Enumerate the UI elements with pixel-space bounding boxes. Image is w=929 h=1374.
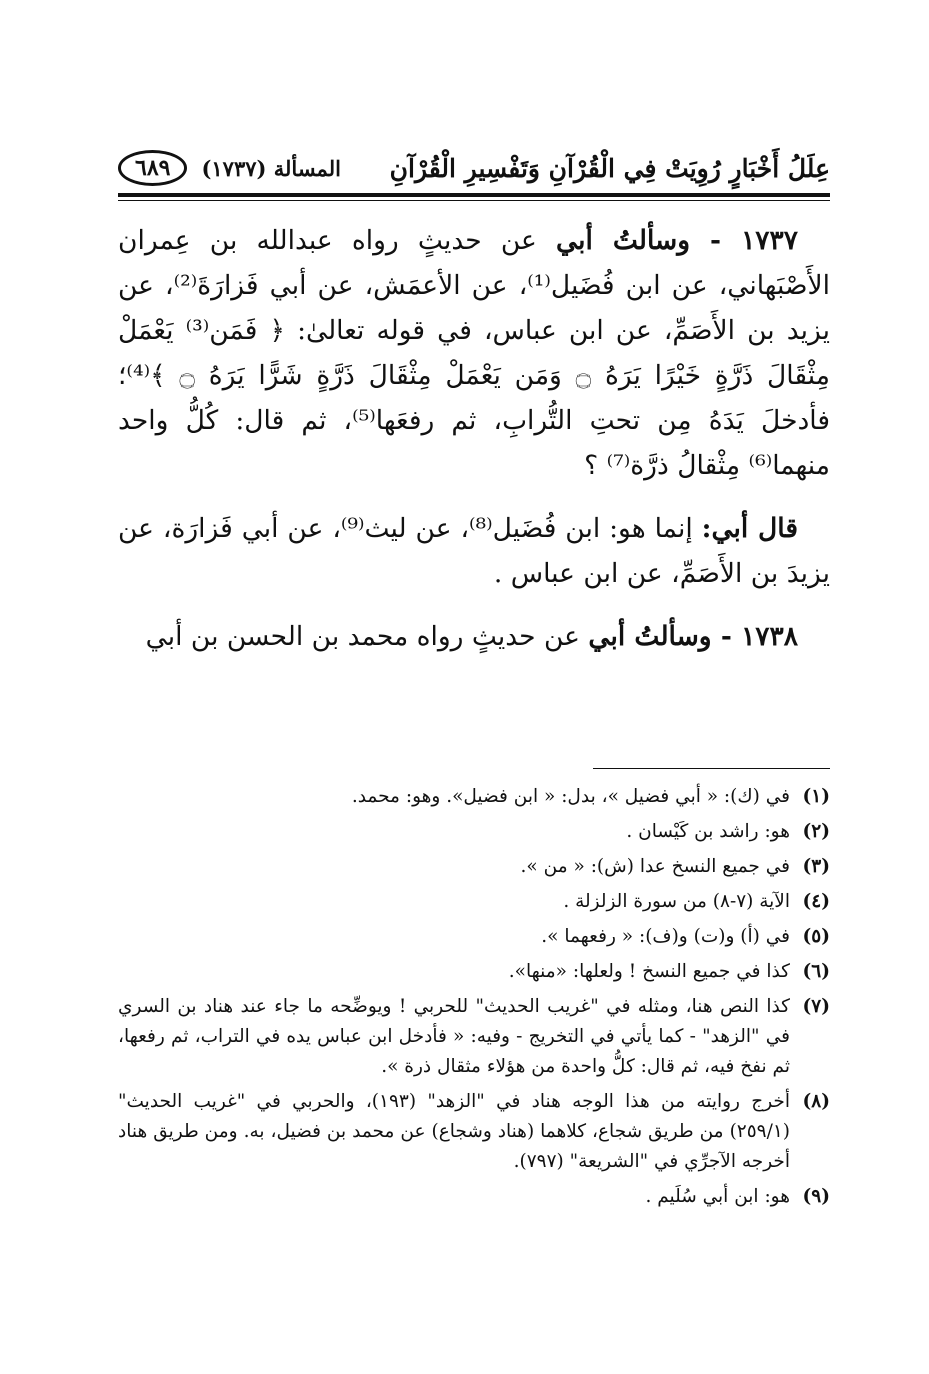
footnote (118, 922, 830, 952)
answer-lead: قال أبي: (701, 513, 798, 544)
footnote-number: (١) (802, 786, 830, 807)
footnote-number: (٢) (802, 821, 830, 842)
issue-1737-text: عن حديثٍ رواه عبدالله بن عِمران الأَصْبَهاني، عن ابن فُضَيل⁽¹⁾، عن الأعمَش، عن أبي فَزارَةَ⁽²⁾، عن يزيد بن الأَصَمِّ، عن ابن عباس، في قوله تعالىٰ: ﴿ فَمَن⁽³⁾ يَعْمَلْ مِثْقَالَ ذَرَّةٍ خَيْرًا يَرَهُ ۝ وَمَن يَعْمَلْ مِثْقَالَ ذَرَّةٍ شَرًّا يَرَهُ ۝ ﴾⁽⁴⁾؛ فأدخلَ يَدَهُ مِن تحتِ التُّرابِ، ثم رفعَها⁽⁵⁾، ثم قال: كُلُّ واحد منهما⁽⁶⁾ مِثْقالُ ذرَّة⁽⁷⁾ ؟ (118, 225, 830, 481)
footnote (118, 782, 830, 812)
answer-text: إنما هو: ابن فُضَيل⁽⁸⁾، عن ليث⁽⁹⁾، عن أبي فَزارَة، عن يزيدَ بن الأَصَمِّ، عن ابن عباس . (118, 513, 830, 589)
footnote (118, 992, 830, 1082)
footnote-number: (٣) (802, 856, 830, 877)
footnotes (118, 782, 830, 1217)
paragraph-1738 (118, 614, 830, 659)
footnote-number: (٧) (802, 996, 830, 1017)
footnote-separator (593, 768, 830, 769)
footnote (118, 817, 830, 847)
paragraph-1737 (118, 218, 830, 488)
page-number: ٦٨٩ (118, 150, 187, 186)
footnote-number: (٨) (802, 1091, 830, 1112)
main-text (118, 218, 830, 677)
header-title: عِلَلُ أَخْبَارٍ رُوِيَتْ فِي الْقُرْآنِ وَتَفْسِيرِ الْقُرْآنِ (389, 153, 830, 183)
footnote-text: في (ك): « أبي فضيل »، بدل: « ابن فضيل». وهو: محمد. (351, 786, 790, 807)
footnote-number: (٥) (802, 926, 830, 947)
header-rule-thick (118, 193, 830, 197)
issue-1738-heading: ١٧٣٨ - وسألتُ أبي (588, 621, 798, 652)
footnote-text: هو: راشد بن كَيْسان . (626, 821, 790, 842)
footnote-text: كذا في جميع النسخ ! ولعلها: «منها». (508, 961, 790, 982)
footnote (118, 1087, 830, 1177)
footnote-text: كذا النص هنا، ومثله في "غريب الحديث" للحربي ! ويوضِّحه ما جاء عند هناد بن السري في "الزهد" - كما يأتي في التخريج - وفيه: « فأدخل ابن عباس يده في التراب، ثم رفعها، ثم نفخ فيه، ثم قال: كلُّ واحدة من هؤلاء مثقال ذرة ». (118, 996, 790, 1077)
footnote (118, 887, 830, 917)
footnote-text: هو: ابن أبي سُلَيم . (645, 1186, 790, 1207)
footnote (118, 1182, 830, 1212)
footnote-number: (٤) (802, 891, 830, 912)
footnote-text: الآية (٧-٨) من سورة الزلزلة . (563, 891, 790, 912)
running-header (118, 142, 830, 194)
footnote-number: (٦) (802, 961, 830, 982)
footnote-text: أخرج روايته من هذا الوجه هناد في "الزهد" (١٩٣)، والحربي في "غريب الحديث" (٢٥٩/١) من طريق شجاع، كلاهما (هناد وشجاع) عن محمد بن فضيل، به. ومن طريق هناد أخرجه الآجرِّي في "الشريعة" (٧٩٧). (118, 1091, 790, 1172)
footnote (118, 852, 830, 882)
footnote-number: (٩) (802, 1186, 830, 1207)
header-issue-number: المسألة (١٧٣٧) (201, 155, 341, 181)
footnote-text: في (أ) و(ت) و(ف): « رفعهما ». (541, 926, 790, 947)
paragraph-answer (118, 506, 830, 596)
issue-1738-text: عن حديثٍ رواه محمد بن الحسن بن أبي (145, 621, 580, 652)
issue-1737-heading: ١٧٣٧ - وسألتُ أبي (556, 225, 798, 256)
header-rule-thin (118, 200, 830, 201)
footnote (118, 957, 830, 987)
footnote-text: في جميع النسخ عدا (ش): « من ». (520, 856, 790, 877)
